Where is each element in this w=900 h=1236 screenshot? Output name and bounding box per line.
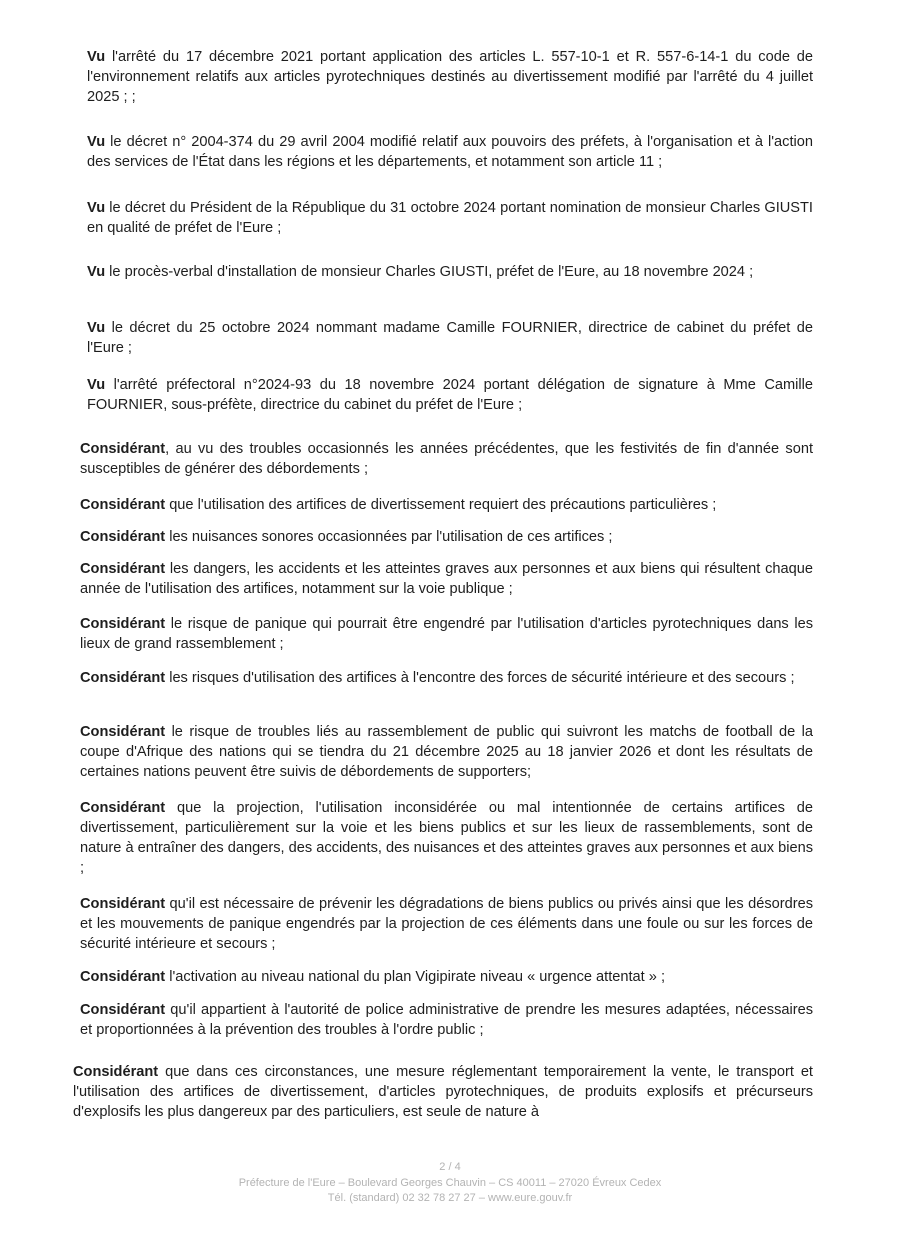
paragraph-considerant-troubles xyxy=(80,439,813,479)
paragraph-text: l'arrêté du 17 décembre 2021 portant application des articles L. 557-10-1 et R. 557-6-14-1 du code de l'environnement relatifs aux articles pyrotechniques destinés au divertissement modifié par l'arrêté du 4 juillet 2025 ; ; xyxy=(87,49,813,105)
paragraph-vu-decret-nomination xyxy=(87,198,813,238)
paragraph-lead: Considérant xyxy=(80,616,166,632)
paragraph-text: le décret du Président de la République du 31 octobre 2024 portant nomination de monsieur Charles GIUSTI en qualité de préfet de l'Eure ; xyxy=(87,200,813,236)
paragraph-considerant-vigipirate xyxy=(80,967,813,987)
paragraph-considerant-precautions xyxy=(80,495,813,515)
paragraph-lead: Considérant xyxy=(80,896,166,912)
paragraph-text: l'arrêté préfectoral n°2024-93 du 18 novembre 2024 portant délégation de signature à Mme Camille FOURNIER, sous-préfète, directrice du cabinet du préfet de l'Eure ; xyxy=(87,377,813,413)
paragraph-considerant-nuisances xyxy=(80,527,813,547)
paragraph-text: le décret du 25 octobre 2024 nommant madame Camille FOURNIER, directrice de cabinet du préfet de l'Eure ; xyxy=(87,320,813,356)
paragraph-vu-arrete-2021 xyxy=(87,47,813,107)
paragraph-lead: Vu xyxy=(87,320,106,336)
paragraph-text: que l'utilisation des artifices de divertissement requiert des précautions particulières ; xyxy=(165,497,717,513)
paragraph-text: que la projection, l'utilisation inconsidérée ou mal intentionnée de certains artifices de divertissement, particulièrement sur la voie et les biens publics et sur les lieux de rassemblements, sont de nature à entraîner des dangers, des accidents, des nuisances et des atteintes graves aux personnes et aux biens ; xyxy=(80,800,813,876)
paragraph-vu-proces-verbal xyxy=(87,262,813,282)
paragraph-lead: Considérant xyxy=(80,529,166,545)
paragraph-lead: Considérant xyxy=(80,1002,166,1018)
paragraph-considerant-panique xyxy=(80,614,813,654)
paragraph-lead: Vu xyxy=(87,134,106,150)
paragraph-text: le risque de panique qui pourrait être engendré par l'utilisation d'articles pyrotechniques dans les lieux de grand rassemblement ; xyxy=(80,616,813,652)
paragraph-text: que dans ces circonstances, une mesure réglementant temporairement la vente, le transport et l'utilisation des artifices de divertissement, d'articles pyrotechniques, de produits explosifs et précurseurs d'explosifs les plus dangereux par des particuliers, est seule de nature à xyxy=(73,1064,813,1120)
paragraph-lead: Considérant xyxy=(80,800,166,816)
paragraph-lead: Considérant xyxy=(80,670,166,686)
paragraph-lead: Vu xyxy=(87,264,106,280)
paragraph-considerant-projection xyxy=(80,798,813,878)
paragraph-lead: Considérant xyxy=(73,1064,159,1080)
paragraph-vu-decret-cabinet xyxy=(87,318,813,358)
paragraph-text: le procès-verbal d'installation de monsieur Charles GIUSTI, préfet de l'Eure, au 18 novembre 2024 ; xyxy=(105,264,754,280)
paragraph-considerant-autorite xyxy=(80,1000,813,1040)
paragraph-text: l'activation au niveau national du plan Vigipirate niveau « urgence attentat » ; xyxy=(165,969,666,985)
paragraph-text: les risques d'utilisation des artifices à l'encontre des forces de sécurité intérieure et des secours ; xyxy=(165,670,795,686)
paragraph-lead: Considérant xyxy=(80,969,166,985)
paragraph-considerant-forces xyxy=(80,668,813,688)
paragraph-text: qu'il est nécessaire de prévenir les dégradations de biens publics ou privés ainsi que les désordres et les mouvements de panique engendrés par la projection de ces éléments dans une foule ou sur les forces de sécurité intérieure et secours ; xyxy=(80,896,813,952)
paragraph-text: les nuisances sonores occasionnées par l'utilisation de ces artifices ; xyxy=(165,529,613,545)
paragraph-lead: Considérant xyxy=(80,724,166,740)
paragraph-lead: Considérant xyxy=(80,561,166,577)
footer-contact: Tél. (standard) 02 32 78 27 27 – www.eure.gouv.fr xyxy=(327,1192,573,1204)
paragraph-text: , au vu des troubles occasionnés les années précédentes, que les festivités de fin d'année sont susceptibles de générer des débordements ; xyxy=(80,441,813,477)
paragraph-vu-decret-2004 xyxy=(87,132,813,172)
paragraph-considerant-dangers xyxy=(80,559,813,599)
paragraph-lead: Considérant xyxy=(80,497,166,513)
paragraph-text: les dangers, les accidents et les atteintes graves aux personnes et aux biens qui résultent chaque année de l'utilisation des artifices, notamment sur la voie publique ; xyxy=(80,561,813,597)
page-number: 2 / 4 xyxy=(439,1161,461,1173)
footer-address: Préfecture de l'Eure – Boulevard Georges Chauvin – CS 40011 – 27020 Évreux Cedex xyxy=(238,1176,662,1189)
paragraph-considerant-degradations xyxy=(80,894,813,954)
paragraph-lead: Considérant xyxy=(80,441,166,457)
paragraph-considerant-mesure xyxy=(73,1062,813,1122)
paragraph-text: qu'il appartient à l'autorité de police administrative de prendre les mesures adaptées, nécessaires et proportionnées à la prévention des troubles à l'ordre public ; xyxy=(80,1002,813,1038)
paragraph-lead: Vu xyxy=(87,49,106,65)
paragraph-text: le décret n° 2004-374 du 29 avril 2004 modifié relatif aux pouvoirs des préfets, à l'organisation et à l'action des services de l'État dans les régions et les départements, et notamment son article 11 ; xyxy=(87,134,813,170)
paragraph-text: le risque de troubles liés au rassemblement de public qui suivront les matchs de football de la coupe d'Afrique des nations qui se tiendra du 21 décembre 2025 au 18 janvier 2026 et dont les résultats de certaines nations peuvent être suivis de débordements de supporters; xyxy=(80,724,813,780)
paragraph-vu-arrete-delegation xyxy=(87,375,813,415)
paragraph-lead: Vu xyxy=(87,200,106,216)
page-footer xyxy=(0,1160,900,1207)
paragraph-lead: Vu xyxy=(87,377,106,393)
paragraph-considerant-football xyxy=(80,722,813,782)
